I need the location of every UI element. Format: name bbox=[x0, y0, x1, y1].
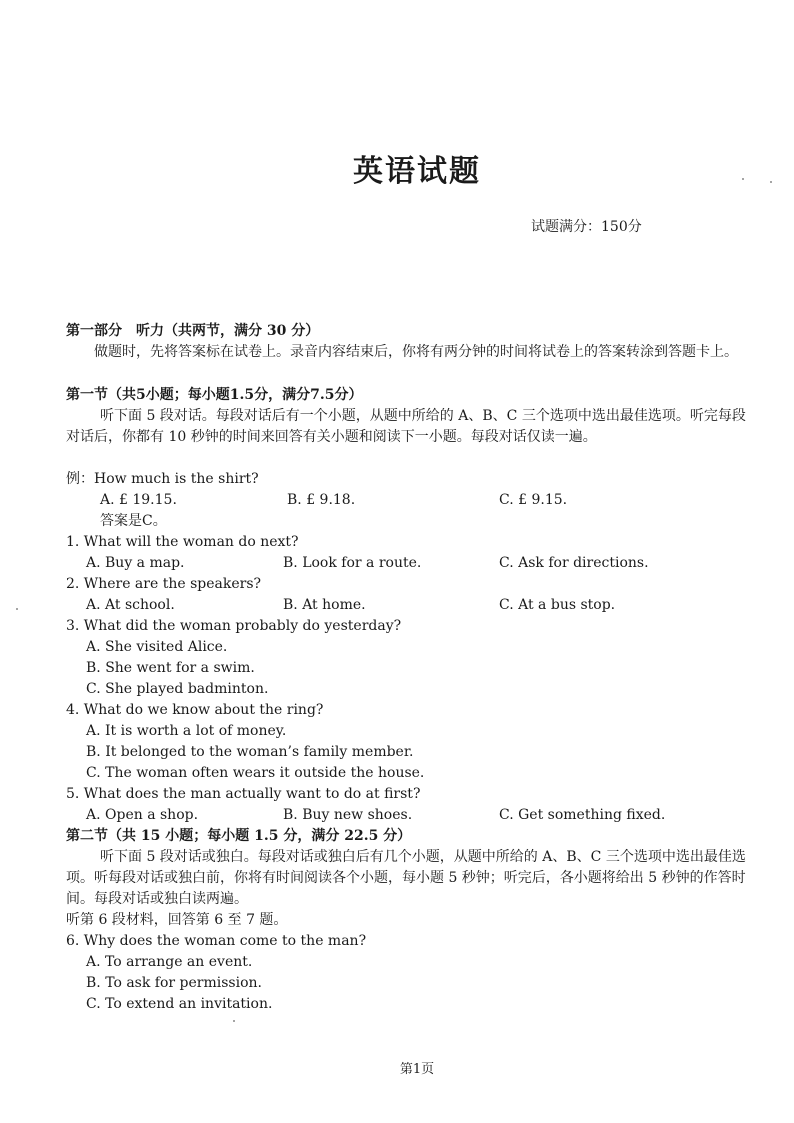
section1-instruction: 听下面 5 段对话。每段对话后有一个小题，从题中所给的 A、B、C 三个选项中选出最佳选项。听完每段对话后，你都有 10 秒钟的时间来回答有关小题和阅读下一小题。每段对话仅读一遍。 bbox=[66, 408, 746, 445]
q2-option-c: C. At a bus stop. bbox=[499, 597, 616, 613]
full-score: 试题满分：150分 bbox=[531, 219, 642, 235]
q4-option-c: C. The woman often wears it outside the house. bbox=[86, 765, 425, 781]
q3-option-b: B. She went for a swim. bbox=[86, 660, 255, 676]
section2-material: 听第 6 段材料，回答第 6 至 7 题。 bbox=[66, 912, 288, 928]
example-answer: 答案是C。 bbox=[100, 513, 167, 529]
scan-speck bbox=[770, 181, 772, 183]
section1-heading: 第一节（共5小题；每小题1.5分，满分7.5分） bbox=[66, 387, 363, 403]
q4-option-b: B. It belonged to the woman’s family member. bbox=[86, 744, 414, 760]
q2-stem: 2. Where are the speakers? bbox=[66, 576, 262, 592]
section2-instruction: 听下面 5 段对话或独白。每段对话或独白后有几个小题，从题中所给的 A、B、C 三个选项中选出最佳选项。听每段对话或独白前，你将有时间阅读各个小题，每小题 5 秒钟；听完后，各小题将给出 5 秒钟的作答时间。每段对话或独白读两遍。 bbox=[66, 849, 746, 907]
example-option-b: B. £ 9.18. bbox=[287, 492, 356, 508]
q6-option-c: C. To extend an invitation. bbox=[86, 996, 273, 1012]
q1-option-a: A. Buy a map. bbox=[86, 555, 185, 571]
q5-option-c: C. Get something fixed. bbox=[499, 807, 666, 823]
q1-option-c: C. Ask for directions. bbox=[499, 555, 649, 571]
q2-option-a: A. At school. bbox=[86, 597, 175, 613]
section2-heading: 第二节（共 15 小题；每小题 1.5 分，满分 22.5 分） bbox=[66, 828, 412, 844]
scan-speck bbox=[16, 608, 18, 610]
q1-stem: 1. What will the woman do next? bbox=[66, 534, 299, 550]
q6-option-a: A. To arrange an event. bbox=[86, 954, 253, 970]
q3-option-a: A. She visited Alice. bbox=[86, 639, 228, 655]
q5-option-b: B. Buy new shoes. bbox=[283, 807, 413, 823]
q3-stem: 3. What did the woman probably do yesterday? bbox=[66, 618, 402, 634]
example-option-a: A. £ 19.15. bbox=[100, 492, 177, 508]
page-title: 英语试题 bbox=[353, 154, 481, 189]
q4-stem: 4. What do we know about the ring? bbox=[66, 702, 324, 718]
scan-speck bbox=[742, 178, 744, 180]
q3-option-c: C. She played badminton. bbox=[86, 681, 269, 697]
part1-instruction: 做题时，先将答案标在试卷上。录音内容结束后，你将有两分钟的时间将试卷上的答案转涂到答题卡上。 bbox=[94, 344, 738, 360]
q5-stem: 5. What does the man actually want to do at first? bbox=[66, 786, 421, 802]
q4-option-a: A. It is worth a lot of money. bbox=[86, 723, 287, 739]
example-question: 例：How much is the shirt? bbox=[66, 471, 259, 487]
example-option-c: C. £ 9.15. bbox=[499, 492, 568, 508]
part1-heading: 第一部分 听力（共两节，满分 30 分） bbox=[66, 323, 320, 339]
scan-speck bbox=[233, 1020, 235, 1022]
page-number: 第1页 bbox=[399, 1062, 435, 1077]
q2-option-b: B. At home. bbox=[283, 597, 366, 613]
q5-option-a: A. Open a shop. bbox=[86, 807, 199, 823]
q6-option-b: B. To ask for permission. bbox=[86, 975, 262, 991]
q1-option-b: B. Look for a route. bbox=[283, 555, 422, 571]
q6-stem: 6. Why does the woman come to the man? bbox=[66, 933, 367, 949]
